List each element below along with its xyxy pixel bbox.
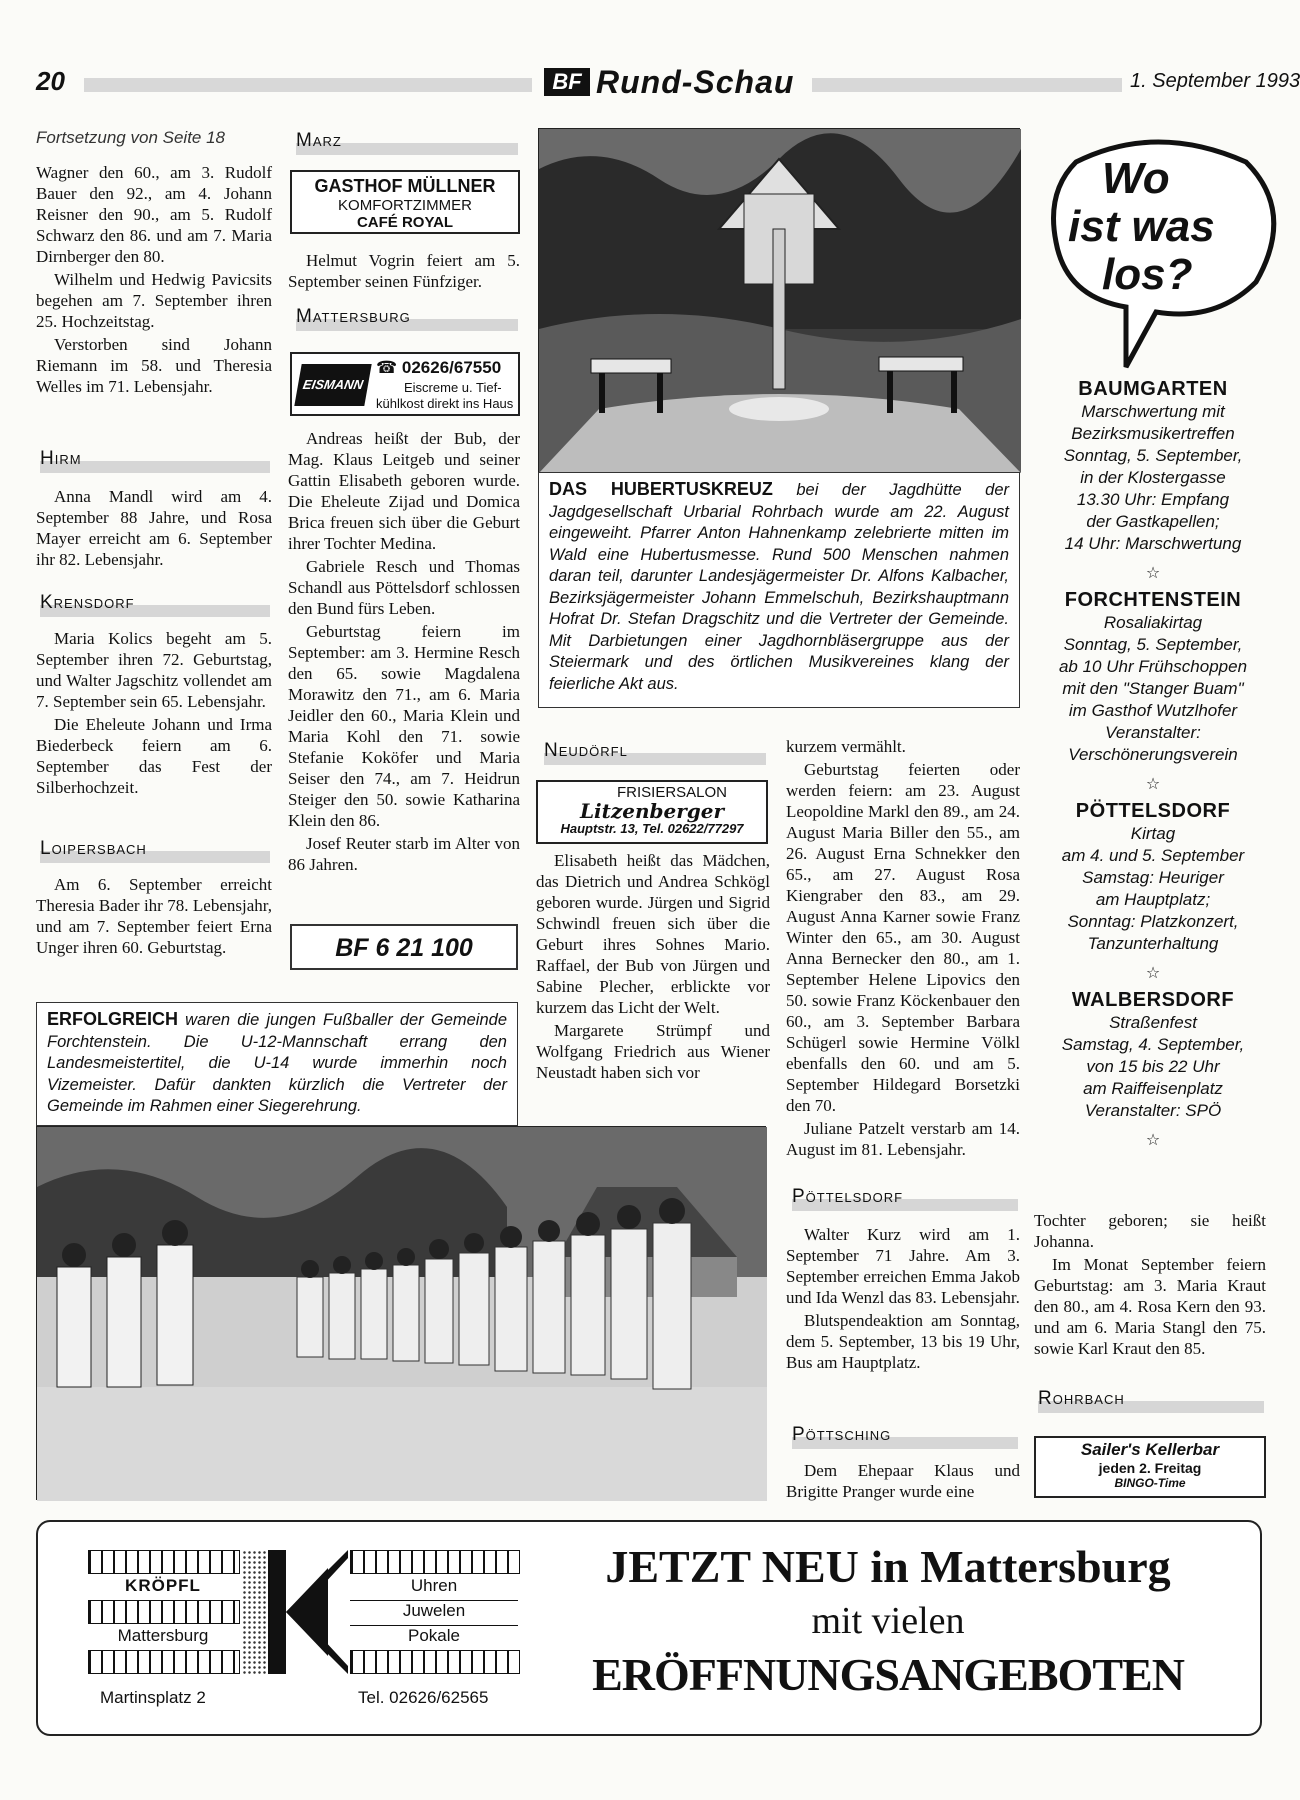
mattersburg-text [288, 428, 520, 877]
column-1 [36, 128, 272, 399]
caption-text: bei der Jagdhütte der Jagdgesellschaft Urbarial Rohrbach wurde am 22. August eingeweiht. Pfarrer Anton Hahnenkamp zelebrierte mitten im Wald eine Hubertusmesse. Rund 500 Menschen nahmen daran teil, darunter Landesjägermeister Dr. Alfons Kalbacher, Bezirksjägermeister Johann Emmelschuh, Bezirkshauptmann Hofrat Dr. Stefan Dragschitz und die Vertreter der Gemeinde. Mit Darbietungen einer Jagdhornbläsergruppe aus der Steiermark und des örtlichen Musikvereines klang der feierliche Akt aus. [549, 481, 1009, 693]
paragraph: Josef Reuter starb im Alter von 86 Jahren. [288, 834, 520, 874]
ad-kroepfl [36, 1520, 1262, 1736]
event-line: im Gasthof Wutzlhofer [1068, 701, 1238, 720]
event-line: am Hauptplatz; [1095, 890, 1211, 909]
paragraph: Maria Kolics begeht am 5. September ihren 72. Geburtstag, und Walter Jagschitz vollendet am 7. September sein 65. Lebensjahr. [36, 629, 272, 711]
ruler-bar [350, 1550, 520, 1574]
paragraph: Andreas heißt der Bub, der Mag. Klaus Leitgeb und seiner Gattin Elisabeth geboren wurde. Die Eheleute Zijad und Domica Brica freuen sich über die Geburt ihrer Tochter Medina. [288, 429, 520, 553]
event-line: Veranstalter: [1105, 723, 1201, 742]
poettelsdorf-text [786, 1224, 1020, 1375]
ad-gasthof-muellner [290, 170, 520, 234]
paragraph: Blutspendeaktion am Sonntag, dem 5. September, 13 bis 19 Uhr, Bus am Hauptplatz. [786, 1311, 1020, 1372]
event-title-forchtenstein: FORCHTENSTEIN [1064, 589, 1242, 611]
ad-line: CAFÉ ROYAL [356, 214, 454, 231]
continuation-note: Fortsetzung von Seite 18 [36, 128, 226, 147]
paragraph: Wilhelm und Hedwig Pavicsits begehen am 7. September ihren 25. Hochzeitstag. [36, 270, 272, 331]
star-icon: ☆ [1145, 1132, 1161, 1149]
ruler-bar [350, 1650, 520, 1674]
photo-hubertuskreuz [538, 128, 1020, 472]
header-rule-right [812, 78, 1122, 92]
event-line: ab 10 Uhr Frühschoppen [1058, 657, 1248, 676]
ad-phone: Tel. 02626/62565 [358, 1688, 489, 1707]
event-line: Tanzunterhaltung [1087, 934, 1219, 953]
product-uhren: Uhren [410, 1576, 458, 1595]
section-title-loipersbach: Loipersbach [40, 838, 270, 860]
caption-lead: ERFOLGREICH [47, 1009, 179, 1029]
event-title-poettelsdorf: PÖTTELSDORF [1075, 800, 1231, 822]
salon-name: Litzenberger [579, 799, 724, 823]
paragraph: Wagner den 60., am 3. Rudolf Bauer den 92., am 4. Johann Reisner den 90., am 5. Rudolf Schwarz den 86. und am 7. Maria Dirnberger den 80. [36, 163, 272, 266]
star-icon: ☆ [1145, 965, 1161, 982]
loipersbach-text [36, 874, 272, 960]
event-line: Samstag: Heuriger [1082, 868, 1224, 887]
caption-erfolgreich [36, 1002, 518, 1126]
column-5-text [1034, 1210, 1266, 1361]
ad-phone: ☎ 02626/67550 [376, 358, 502, 377]
ad-line: FRISIERSALON [616, 784, 728, 801]
event-line: 14 Uhr: Marschwertung [1064, 534, 1242, 553]
ad-line: kühlkost direkt ins Haus [376, 396, 514, 411]
issue-date: 1. September 1993 [1130, 70, 1300, 92]
event-line: der Gastkapellen; [1086, 512, 1220, 531]
paragraph: Juliane Patzelt verstarb am 14. August im 81. Lebensjahr. [786, 1119, 1020, 1159]
event-line: Kirtag [1130, 824, 1176, 843]
caption-text: waren die jungen Fußballer der Gemeinde Forchtenstein. Die U-12-Mannschaft errang den Landesmeistertitel, die U-14 wurde immerhin noch Vizemeister. Dafür dankten kürzlich die Vertreter der Gemeinde im Rahmen einer Siegerehrung. [47, 1011, 507, 1115]
paragraph: Elisabeth heißt das Mädchen, das Dietrich und Andrea Schkögl geboren wurde. Jürgen und Sigrid Schwindl freuen sich über die Geburt ihres Sohnes Mario. Raffael, der Bub von Jürgen und Sabine Plecher, erblickte vor kurzem das Licht der Welt. [536, 851, 770, 1017]
ruler-bar [88, 1650, 240, 1674]
brand-name: KRÖPFL [125, 1576, 201, 1595]
ad-line: GASTHOF MÜLLNER [314, 176, 496, 196]
bubble-text-3: los? [1102, 250, 1193, 299]
eismann-logo: EISMANN [294, 364, 371, 406]
event-line: Straßenfest [1109, 1013, 1197, 1032]
caption-hubertuskreuz [538, 472, 1020, 708]
paragraph: Walter Kurz wird am 1. September 71 Jahre. Am 3. September erreichen Emma Jakob und Ida Wenzl das 83. Lebensjahr. [786, 1225, 1020, 1307]
bf-logo: BF [544, 68, 590, 96]
events-list [1034, 372, 1272, 1152]
ad-frisiersalon [536, 780, 768, 844]
paragraph: Helmut Vogrin feiert am 5. September seinen Fünfziger. [288, 251, 520, 291]
paragraph: Tochter geboren; sie heißt Johanna. [1034, 1211, 1266, 1251]
event-title-baumgarten: BAUMGARTEN [1078, 378, 1228, 400]
publication-title: Rund-Schau [596, 64, 795, 100]
bubble-text-1: Wo [1102, 154, 1170, 203]
ad-sailers-kellerbar [1034, 1436, 1266, 1498]
product-juwelen: Juwelen [350, 1600, 518, 1621]
header-rule-left [84, 78, 532, 92]
star-icon: ☆ [1145, 565, 1161, 582]
event-line: in der Klostergasse [1080, 468, 1226, 487]
caption-lead: DAS HUBERTUSKREUZ [549, 479, 773, 499]
ad-eismann [290, 352, 520, 416]
paragraph: Am 6. September erreicht Theresia Bader ihr 78. Lebensjahr, und am 7. September feiert Erna Unger ihren 60. Geburtstag. [36, 875, 272, 957]
brand-city: Mattersburg [117, 1626, 209, 1645]
section-title-poettsching: Pöttsching [792, 1424, 1018, 1446]
k-letter-icon [268, 1550, 348, 1674]
headline-line-3: ERÖFFNUNGSANGEBOTEN [592, 1649, 1184, 1700]
headline-line-2: mit vielen [811, 1600, 965, 1642]
marz-text [288, 250, 520, 294]
ad-line: Eiscreme u. Tief- [404, 380, 502, 395]
kroepfl-logo [88, 1550, 518, 1706]
page-number: 20 [36, 66, 65, 96]
event-forchtenstein [1034, 612, 1272, 766]
event-line: von 15 bis 22 Uhr [1086, 1057, 1220, 1076]
ad-line: jeden 2. Freitag [1098, 1460, 1202, 1476]
event-line: Samstag, 4. September, [1061, 1035, 1245, 1054]
event-title-walbersdorf: WALBERSDORF [1071, 989, 1235, 1011]
speech-bubble [1036, 132, 1276, 382]
ad-line: Sailer's Kellerbar [1080, 1440, 1220, 1459]
event-line: Veranstalter: SPÖ [1084, 1101, 1222, 1120]
bubble-text-2: ist was [1068, 202, 1215, 251]
ad-address: Martinsplatz 2 [100, 1688, 206, 1707]
ad-line: KOMFORTZIMMER [338, 197, 472, 214]
ruler-bar [88, 1550, 240, 1574]
dotted-panel [242, 1550, 268, 1674]
paragraph: Gabriele Resch und Thomas Schandl aus Pöttelsdorf schlossen den Bund fürs Leben. [288, 557, 520, 618]
event-line: am 4. und 5. September [1061, 846, 1245, 865]
event-line: Verschönerungsverein [1068, 745, 1238, 764]
paragraph: Anna Mandl wird am 4. September 88 Jahre, und Rosa Mayer erreicht am 6. September ihr 82. Lebensjahr. [36, 487, 272, 569]
photo-fussballer [36, 1126, 766, 1500]
paragraph: Geburtstag feierten oder werden feiern: am 23. August Leopoldine Markl den 89., am 24. August Maria Biller den 55., am 26. August Erna Schnekker den 65., am 27. August Rosa Kiengraber den 83., am 29. August Anna Karner sowie Franz Winter den 65., am 30. August Anna Bernecker den 80., am 1. September Helene Lipovics den 50. sowie Franz Köckenbauer den 60., am 3. September Barbara Schügerl sowie Hermine Völkl ebenfalls den 60. und am 5. September Hildegard Borsetzki den 70. [786, 760, 1020, 1115]
section-title-marz: Marz [296, 130, 518, 152]
event-baumgarten [1034, 401, 1272, 555]
paragraph: Dem Ehepaar Klaus und Brigitte Pranger wurde eine [786, 1461, 1020, 1501]
paragraph: Geburtstag feiern im September: am 3. Hermine Resch den 65. sowie Magdalena Morawitz den 71., am 6. Maria Jeidler den 60., Maria Klein und Maria Kohl den 71. sowie Stefanie Koköfer und Maria Seiser den 74., am 7. Heidrun Steiger den 50. sowie Katharina Klein den 86. [288, 622, 520, 830]
hirm-text [36, 486, 272, 572]
event-line: Marschwertung mit [1081, 402, 1225, 421]
event-poettelsdorf [1034, 823, 1272, 955]
paragraph: Verstorben sind Johann Riemann im 58. und Theresia Welles im 71. Lebensjahr. [36, 335, 272, 396]
product-pokale: Pokale [350, 1625, 518, 1646]
event-line: mit den "Stanger Buam" [1062, 679, 1244, 698]
event-line: Sonntag, 5. September, [1063, 446, 1243, 465]
event-line: am Raiffeisenplatz [1083, 1079, 1223, 1098]
event-line: Rosaliakirtag [1103, 613, 1203, 632]
bf-phone-box: BF 6 21 100 [290, 924, 518, 970]
section-title-neudoerfl: Neudörfl [544, 740, 766, 762]
event-line: 13.30 Uhr: Empfang [1076, 490, 1230, 509]
page-header [36, 62, 1300, 102]
section-title-hirm: Hirm [40, 448, 270, 470]
paragraph: kurzem vermählt. [786, 737, 906, 756]
poettsching-text [786, 1460, 1020, 1504]
ruler-bar [88, 1600, 240, 1624]
paragraph: Im Monat September feiern Geburtstag: am 3. Maria Kraut den 80., am 4. Rosa Kern den 93. und am 6. Maria Stangl den 75. sowie Karl Kraut den 85. [1034, 1255, 1266, 1358]
paragraph: Die Eheleute Johann und Irma Biederbeck feiern am 6. September das Fest der Silberhochzeit. [36, 715, 272, 797]
neudoerfl-text [536, 850, 770, 1085]
event-line: Sonntag, 5. September, [1063, 635, 1243, 654]
column-4-text [786, 736, 1020, 1162]
section-title-mattersburg: Mattersburg [296, 306, 518, 328]
paragraph: Margarete Strümpf und Wolfgang Friedrich aus Wiener Neustadt haben sich vor [536, 1021, 770, 1082]
star-icon: ☆ [1145, 776, 1161, 793]
section-title-poettelsdorf: Pöttelsdorf [792, 1186, 1018, 1208]
ad-address: Hauptstr. 13, Tel. 02622/77297 [560, 821, 744, 836]
headline-line-1: JETZT NEU in Mattersburg [605, 1541, 1171, 1592]
event-line: Bezirksmusikertreffen [1071, 424, 1235, 443]
event-walbersdorf [1034, 1012, 1272, 1122]
event-line: Sonntag: Platzkonzert, [1067, 912, 1239, 931]
ad-headline [538, 1538, 1238, 1704]
section-title-rohrbach: Rohrbach [1038, 1388, 1264, 1410]
section-title-krensdorf: Krensdorf [40, 592, 270, 614]
ad-line: BINGO-Time [1114, 1476, 1186, 1490]
krensdorf-text [36, 628, 272, 800]
